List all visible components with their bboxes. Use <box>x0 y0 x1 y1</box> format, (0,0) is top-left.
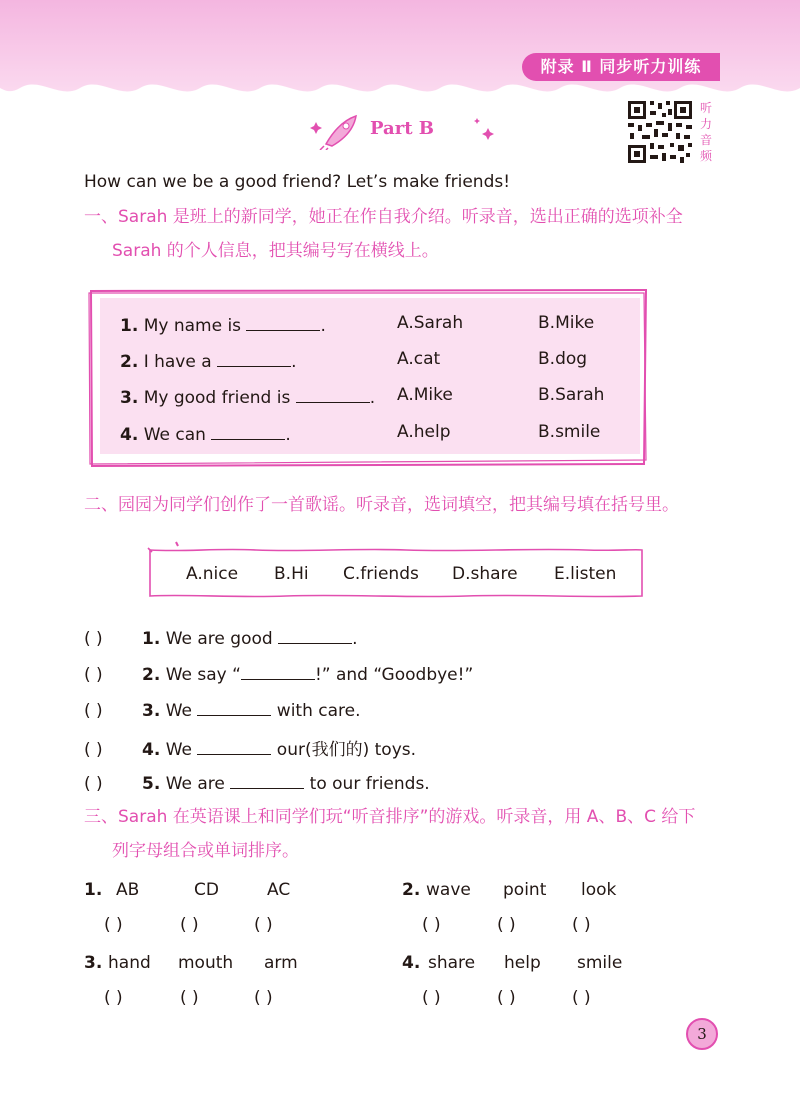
s3-group-4: 4. <box>402 953 421 973</box>
qr-code-icon <box>626 99 694 165</box>
s2-question-5: ( ) 5. We are to our friends. <box>84 771 430 794</box>
answer-paren[interactable]: ( ) <box>180 915 199 935</box>
answer-paren[interactable]: ( ) <box>422 988 441 1008</box>
answer-paren[interactable]: ( ) <box>84 740 103 760</box>
s3-group-1: 1. <box>84 880 103 900</box>
s1-option-a: A.cat <box>397 349 441 369</box>
s1-option-a: A.Sarah <box>397 313 464 333</box>
answer-paren[interactable]: ( ) <box>84 701 103 721</box>
header-band <box>0 0 800 98</box>
answer-blank[interactable] <box>230 771 304 789</box>
answer-blank[interactable] <box>197 737 271 755</box>
answer-paren[interactable]: ( ) <box>422 915 441 935</box>
s3-word: smile <box>577 953 623 973</box>
answer-paren[interactable]: ( ) <box>84 774 103 794</box>
page-number: 3 <box>686 1018 718 1050</box>
answer-paren[interactable]: ( ) <box>572 988 591 1008</box>
qr-audio-label: 听 力 音 频 <box>699 101 712 163</box>
s2-question-4: ( ) 4. We our(我们的) toys. <box>84 735 416 760</box>
s1-item-2: 2. I have a . <box>120 349 296 372</box>
s3-word: arm <box>264 953 298 973</box>
answer-paren[interactable]: ( ) <box>84 665 103 685</box>
s1-option-a: A.Mike <box>397 385 453 405</box>
word-option: E.listen <box>554 564 617 584</box>
s3-word: share <box>428 953 476 973</box>
s2-question-3: ( ) 3. We with care. <box>84 698 361 721</box>
s1-option-b: B.Mike <box>538 313 595 333</box>
section3-title: 三、Sarah 在英语课上和同学们玩“听音排序”的游戏。听录音，用 A、B、C 给下 列字母组合或单词排序。 <box>84 807 696 861</box>
answer-paren[interactable]: ( ) <box>497 988 516 1008</box>
answer-paren[interactable]: ( ) <box>104 915 123 935</box>
answer-paren[interactable]: ( ) <box>254 988 273 1008</box>
answer-paren[interactable]: ( ) <box>84 629 103 649</box>
part-title-text: Part B <box>370 118 434 139</box>
s1-option-b: B.smile <box>538 422 601 442</box>
s1-option-a: A.help <box>397 422 451 442</box>
word-option: D.share <box>452 564 518 584</box>
s3-word: point <box>503 880 547 900</box>
s1-option-b: B.dog <box>538 349 588 369</box>
answer-blank[interactable] <box>296 385 370 403</box>
section1-title: 一、Sarah 是班上的新同学，她正在作自我介绍。听录音，选出正确的选项补全 Sarah 的个人信息，把其编号写在横线上。 <box>84 207 683 261</box>
s3-word: mouth <box>178 953 234 973</box>
s3-word: wave <box>426 880 471 900</box>
s3-word: look <box>581 880 617 900</box>
answer-blank[interactable] <box>211 422 285 440</box>
s3-word: AB <box>116 880 140 900</box>
s1-option-b: B.Sarah <box>538 385 605 405</box>
answer-paren[interactable]: ( ) <box>497 915 516 935</box>
intro-text: How can we be a good friend? Let’s make friends! <box>84 172 511 192</box>
answer-blank[interactable] <box>197 698 271 716</box>
answer-blank[interactable] <box>278 626 352 644</box>
word-option: C.friends <box>343 564 419 584</box>
answer-paren[interactable]: ( ) <box>254 915 273 935</box>
s3-word: AC <box>267 880 291 900</box>
s1-item-1: 1. My name is . <box>120 313 326 336</box>
word-option: B.Hi <box>274 564 309 584</box>
s3-group-3: 3. <box>84 953 103 973</box>
s2-question-1: ( ) 1. We are good . <box>84 626 357 649</box>
part-title <box>300 110 510 150</box>
s3-group-2: 2. <box>402 880 421 900</box>
word-option: A.nice <box>186 564 239 584</box>
section2-title: 二、园园为同学们创作了一首歌谣。听录音，选词填空，把其编号填在括号里。 <box>84 495 679 515</box>
s1-item-4: 4. We can . <box>120 422 291 445</box>
s1-item-3: 3. My good friend is . <box>120 385 375 408</box>
answer-paren[interactable]: ( ) <box>572 915 591 935</box>
answer-paren[interactable]: ( ) <box>104 988 123 1008</box>
s3-word: CD <box>194 880 219 900</box>
answer-blank[interactable] <box>241 662 315 680</box>
answer-paren[interactable]: ( ) <box>180 988 199 1008</box>
s3-word: help <box>504 953 541 973</box>
s3-word: hand <box>108 953 151 973</box>
s2-question-2: ( ) 2. We say “ !” and “Goodbye!” <box>84 662 473 685</box>
answer-blank[interactable] <box>246 313 320 331</box>
header-section-tab: 附录 Ⅱ 同步听力训练 <box>522 53 720 81</box>
answer-blank[interactable] <box>217 349 291 367</box>
